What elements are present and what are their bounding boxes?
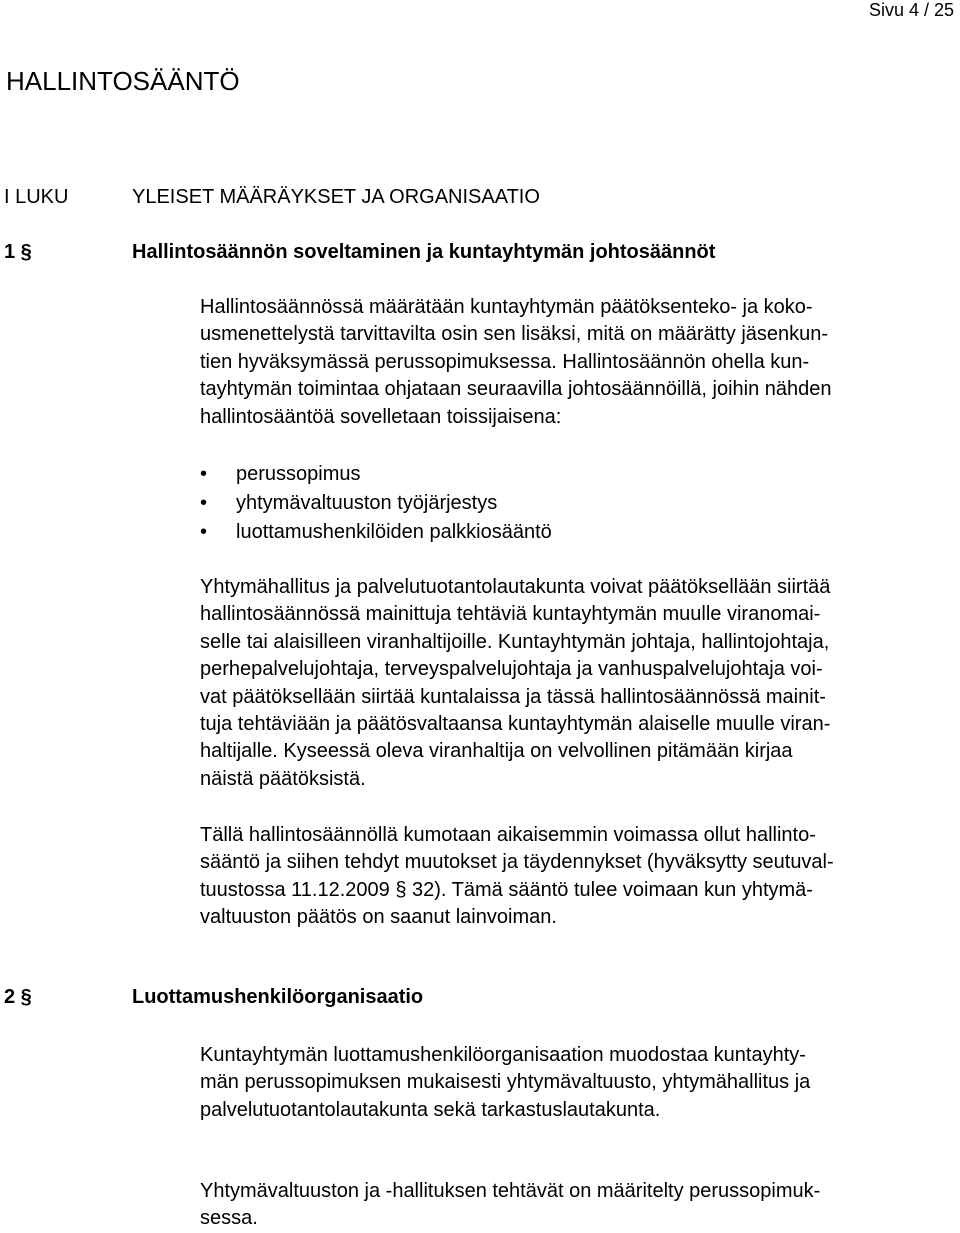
section-number: 2 § — [4, 986, 32, 1008]
list-item: • perussopimus — [200, 460, 552, 489]
section-title: Hallintosäännön soveltaminen ja kuntayhtymän johtosäännöt — [132, 241, 716, 263]
section-1-paragraph-2: Yhtymähallitus ja palvelutuotantolautakunta voivat päätöksellään siirtää hallintosäännössä mainittuja tehtäviä kuntayhtymän muulle viranomai- selle tai alaisilleen viranhaltijoille. Kuntayhtymän johtaja, hallintojohtaja, perhepalvelujohtaja, terveyspalvelujohtaja ja vanhuspalvelujohtaja voi- vat päätöksellään siirtää kuntalaissa ja tässä hallintosäännössä mainit- tuja tehtäviään ja päätösvaltaansa kuntayhtymän alaiselle muulle viran- haltijalle. Kyseessä oleva viranhaltija on velvollinen pitämään kirjaa näistä päätöksistä. — [200, 576, 831, 790]
document-title: HALLINTOSÄÄNTÖ — [6, 66, 240, 96]
page-number: Sivu 4 / 25 — [868, 0, 954, 20]
section-1-paragraph-1: Hallintosäännössä määrätään kuntayhtymän päätöksenteko- ja koko- usmenettelystä tarvittavilta osin sen lisäksi, mitä on määrätty jäsenkun- tien hyväksymässä perussopimuksessa. Hallintosäännön ohella kun- tayhtymän toimintaa ohjataan seuraavilla johtosäännöillä, joihin nähden hallintosääntöä sovelletaan toissijaisena: — [200, 296, 832, 428]
section-2-paragraph-2: Yhtymävaltuuston ja -hallituksen tehtävät on määritelty perussopimuk- sessa. — [200, 1180, 821, 1230]
section-number: 1 § — [4, 241, 32, 263]
chapter-number: I LUKU — [4, 186, 69, 208]
bullet-icon: • — [200, 463, 208, 485]
section-2-paragraph-1: Kuntayhtymän luottamushenkilöorganisaation muodostaa kuntayhty- män perussopimuksen mukaisesti yhtymävaltuusto, yhtymähallitus ja palvelutuotantolautakunta sekä tarkastuslautakunta. — [200, 1044, 811, 1121]
list-item: • yhtymävaltuuston työjärjestys — [200, 489, 552, 518]
list-item: • luottamushenkilöiden palkkiosääntö — [200, 518, 552, 547]
johtosaannot-list — [200, 460, 552, 547]
chapter-title: YLEISET MÄÄRÄYKSET JA ORGANISAATIO — [132, 186, 540, 208]
section-1-paragraph-3: Tällä hallintosäännöllä kumotaan aikaisemmin voimassa ollut hallinto- sääntö ja siihen tehdyt muutokset ja täydennykset (hyväksytty seutuval- tuustossa 11.12.2009 § 32). Tämä sääntö tulee voimaan kun yhtymä- valtuuston päätös on saanut lainvoiman. — [200, 824, 834, 929]
bullet-icon: • — [200, 521, 208, 543]
section-title: Luottamushenkilöorganisaatio — [132, 986, 424, 1008]
bullet-icon: • — [200, 492, 208, 514]
